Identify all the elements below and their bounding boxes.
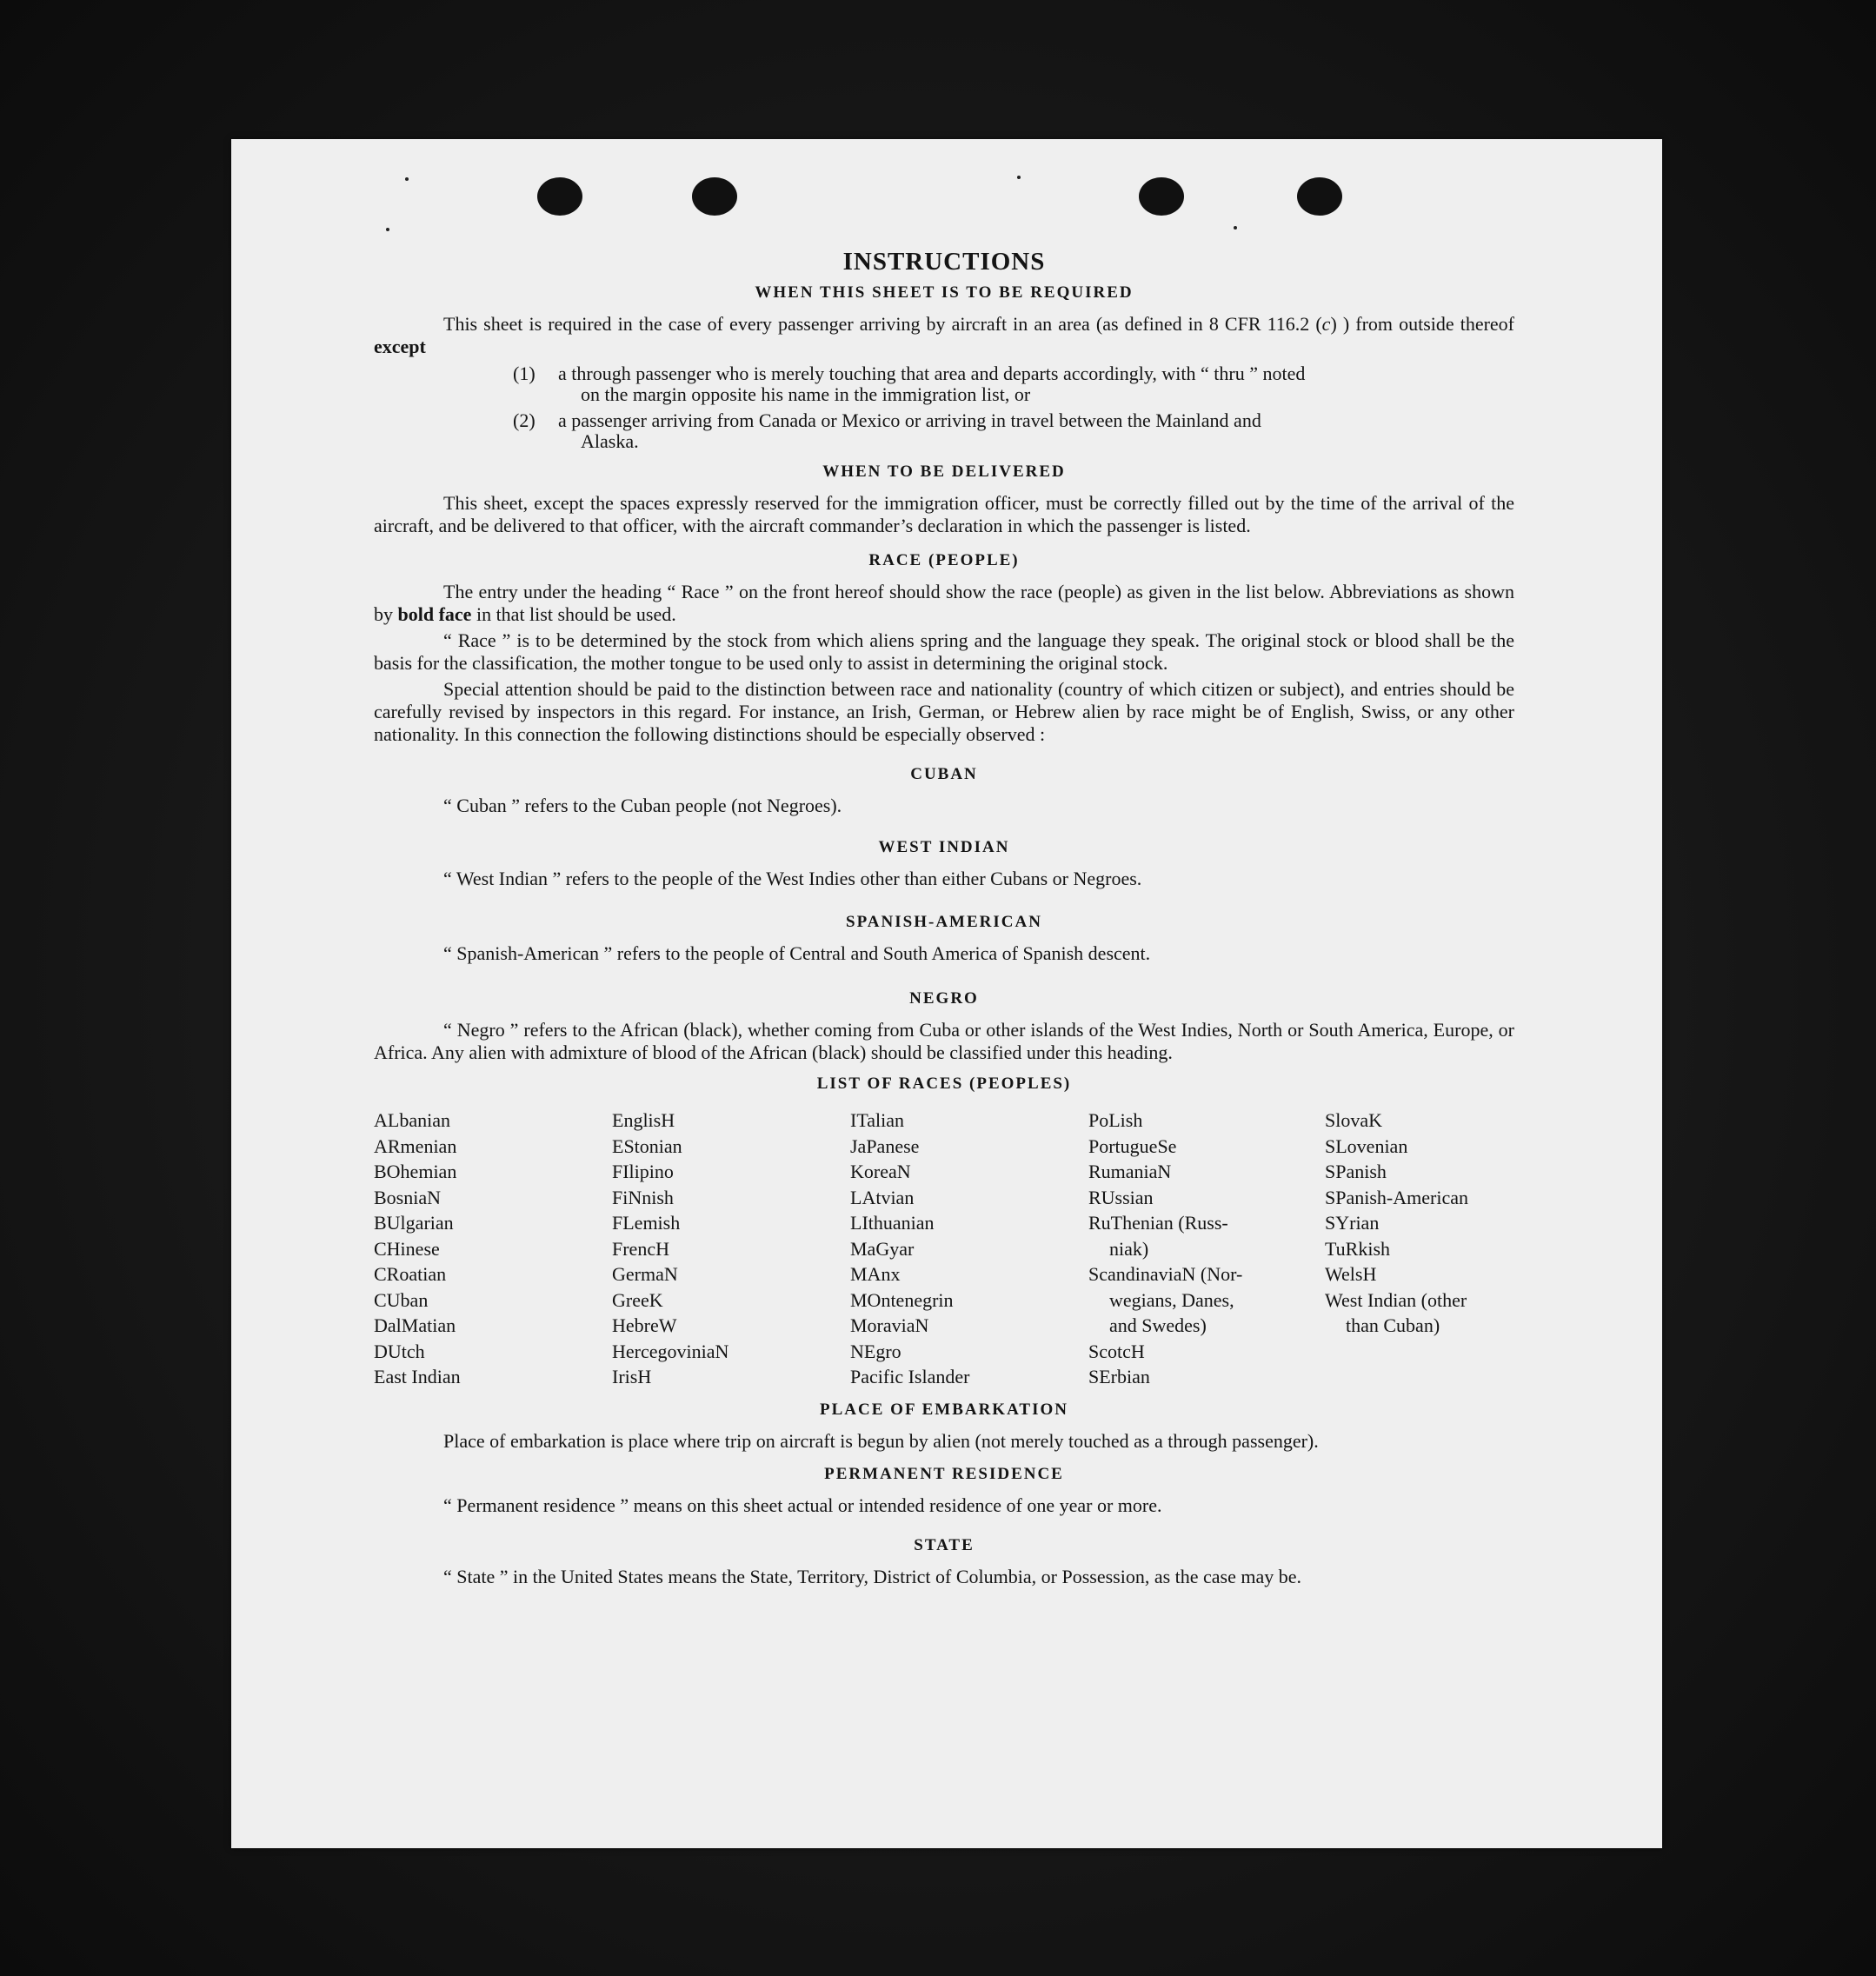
note-1-number: (1) xyxy=(513,363,536,384)
race-item: SYrian xyxy=(1325,1212,1380,1234)
punch-hole xyxy=(692,177,737,216)
race-item: FrencH xyxy=(612,1237,669,1260)
race-item: DUtch xyxy=(374,1340,425,1362)
race-item: East Indian xyxy=(374,1366,461,1387)
scan-speck xyxy=(1017,176,1021,179)
document-page xyxy=(231,139,1662,1848)
race-item: IrisH xyxy=(612,1366,652,1387)
note-2-line-2: Alaska. xyxy=(581,430,639,452)
race-item: MoraviaN xyxy=(850,1314,929,1336)
race-item: BOhemian xyxy=(374,1161,457,1182)
race-item: CRoatian xyxy=(374,1263,447,1285)
race-item: NEgro xyxy=(850,1340,901,1362)
required-intro xyxy=(374,313,1514,358)
race-item: RuThenian (Russ- xyxy=(1088,1212,1228,1234)
scan-speck xyxy=(1234,226,1237,230)
race-item: EStonian xyxy=(612,1134,682,1157)
note-1-line-1: a through passenger who is merely touching that area and departs accordingly, with “ thru ” noted xyxy=(558,363,1306,384)
race-item: ScotcH xyxy=(1088,1340,1145,1362)
race-para-1 xyxy=(374,581,1514,626)
race-item: Pacific Islander xyxy=(850,1366,970,1387)
heading-spanish-american: SPANISH-AMERICAN xyxy=(846,913,1042,931)
west-indian-text: “ West Indian ” refers to the people of the West Indies other than either Cubans or Negroes. xyxy=(443,868,1142,889)
race-para-1-bold: bold face xyxy=(397,603,472,625)
race-item: SPanish xyxy=(1325,1161,1387,1182)
heading-negro: NEGRO xyxy=(909,989,979,1008)
delivered-text: This sheet, except the spaces expressly reserved for the immigration officer, must be correctly filled out by the time of the arrival of the aircraft, and be delivered to that officer, with the aircraft commander’s declaration in which the passenger is listed. xyxy=(374,492,1514,536)
page-title: INSTRUCTIONS xyxy=(842,248,1046,276)
race-item: West Indian (other xyxy=(1325,1288,1467,1311)
race-item: SlovaK xyxy=(1325,1109,1382,1131)
heading-state: STATE xyxy=(914,1535,975,1554)
race-column-3 xyxy=(850,1108,1088,1390)
race-item: ALbanian xyxy=(374,1109,450,1131)
spanish-american-text: “ Spanish-American ” refers to the people of Central and South America of Spanish descent. xyxy=(443,942,1151,964)
heading-list-of-races: LIST OF RACES (PEOPLES) xyxy=(816,1074,1072,1093)
note-2-text xyxy=(558,410,1514,452)
required-intro-except: except xyxy=(374,336,426,357)
race-item: DalMatian xyxy=(374,1314,456,1336)
race-para-1-text: The entry under the heading “ Race ” on the front hereof should show the race (people) as given in the list below. Abbreviations as shown by xyxy=(374,581,1514,625)
race-item: MAnx xyxy=(850,1263,901,1285)
race-item: PortugueSe xyxy=(1088,1134,1177,1157)
race-item: SLovenian xyxy=(1325,1134,1408,1157)
race-item: BUlgarian xyxy=(374,1212,454,1234)
required-intro-c: c xyxy=(1321,313,1331,335)
race-item: ScandinaviaN (Nor- xyxy=(1088,1263,1243,1285)
required-intro-text-b: ) ) from outside thereof xyxy=(1330,313,1514,335)
heading-west-indian: WEST INDIAN xyxy=(878,838,1010,856)
race-item: FiNnish xyxy=(612,1186,674,1208)
race-item: RUssian xyxy=(1088,1186,1154,1208)
note-1 xyxy=(513,363,1514,405)
cuban-text: “ Cuban ” refers to the Cuban people (not Negroes). xyxy=(443,795,842,816)
heading-embarkation: PLACE OF EMBARKATION xyxy=(820,1400,1068,1419)
residence-text: “ Permanent residence ” means on this sheet actual or intended residence of one year or more. xyxy=(443,1494,1162,1516)
race-item: PoLish xyxy=(1088,1109,1143,1131)
race-item: WelsH xyxy=(1325,1263,1377,1285)
scan-speck xyxy=(386,228,389,231)
punch-hole xyxy=(1297,177,1342,216)
race-column-4 xyxy=(1088,1108,1325,1390)
state-text: “ State ” in the United States means the State, Territory, District of Columbia, or Possession, as the case may be. xyxy=(443,1565,1302,1587)
negro-text: “ Negro ” refers to the African (black), whether coming from Cuba or other islands of the West Indies, North or South America, Europe, or Africa. Any alien with admixture of blood of the African (black) should be classified under this heading. xyxy=(374,1019,1514,1063)
race-item-continuation: and Swedes) xyxy=(1109,1314,1207,1336)
race-item: BosniaN xyxy=(374,1186,441,1208)
note-1-line-2: on the margin opposite his name in the immigration list, or xyxy=(581,383,1031,405)
race-item: SErbian xyxy=(1088,1366,1150,1387)
required-intro-text: This sheet is required in the case of every passenger arriving by aircraft in an area (as defined in 8 CFR 116.2 ( xyxy=(443,313,1322,335)
heading-delivered: WHEN TO BE DELIVERED xyxy=(822,462,1066,481)
race-item: MaGyar xyxy=(850,1237,915,1260)
race-item: LAtvian xyxy=(850,1186,915,1208)
heading-permanent-residence: PERMANENT RESIDENCE xyxy=(824,1464,1064,1483)
heading-cuban: CUBAN xyxy=(910,765,978,783)
heading-race: RACE (PEOPLE) xyxy=(868,551,1020,569)
race-item-continuation: niak) xyxy=(1109,1237,1149,1260)
note-2-line-1: a passenger arriving from Canada or Mexico or arriving in travel between the Mainland and xyxy=(558,409,1261,431)
punch-hole xyxy=(1139,177,1184,216)
race-item: HebreW xyxy=(612,1314,677,1336)
race-item: CHinese xyxy=(374,1237,440,1260)
note-2 xyxy=(513,410,1514,452)
race-item: FLemish xyxy=(612,1212,681,1234)
instructions-content xyxy=(374,250,1514,1588)
race-item: HercegoviniaN xyxy=(612,1340,729,1362)
heading-required: WHEN THIS SHEET IS TO BE REQUIRED xyxy=(755,283,1134,302)
race-column-1 xyxy=(374,1108,612,1390)
race-item: GermaN xyxy=(612,1263,678,1285)
race-item: RumaniaN xyxy=(1088,1161,1172,1182)
race-para-1-text-b: in that list should be used. xyxy=(471,603,676,625)
note-1-text xyxy=(558,363,1514,405)
race-item: ARmenian xyxy=(374,1134,457,1157)
race-item: MOntenegrin xyxy=(850,1288,954,1311)
race-item: LIthuanian xyxy=(850,1212,935,1234)
race-item: SPanish-American xyxy=(1325,1186,1468,1208)
race-item: KoreaN xyxy=(850,1161,911,1182)
race-item: EnglisH xyxy=(612,1109,675,1131)
race-item: GreeK xyxy=(612,1288,663,1311)
race-item-continuation: than Cuban) xyxy=(1346,1314,1440,1336)
race-item: TuRkish xyxy=(1325,1237,1391,1260)
punch-hole xyxy=(537,177,582,216)
race-para-3: Special attention should be paid to the distinction between race and nationality (country of which citizen or subject), and entries should be carefully revised by inspectors in this regard. For instance, an Irish, German, or Hebrew alien by race might be of English, Swiss, or any other nationality. In this connection the following distinctions should be especially observed : xyxy=(374,678,1514,745)
note-2-number: (2) xyxy=(513,409,536,431)
race-item: JaPanese xyxy=(850,1134,920,1157)
race-item: ITalian xyxy=(850,1109,904,1131)
race-para-2: “ Race ” is to be determined by the stock from which aliens spring and the language they speak. The original stock or blood shall be the basis for the classification, the mother tongue to be used only to assist in determining the original stock. xyxy=(374,629,1514,674)
embarkation-text: Place of embarkation is place where trip on aircraft is begun by alien (not merely touched as a through passenger). xyxy=(443,1429,1319,1452)
race-column-2 xyxy=(612,1108,850,1390)
race-column-5 xyxy=(1325,1108,1514,1390)
race-list xyxy=(374,1108,1514,1390)
scan-speck xyxy=(405,177,409,181)
race-item: CUban xyxy=(374,1288,429,1311)
race-item-continuation: wegians, Danes, xyxy=(1109,1288,1234,1311)
race-item: FIlipino xyxy=(612,1161,674,1182)
